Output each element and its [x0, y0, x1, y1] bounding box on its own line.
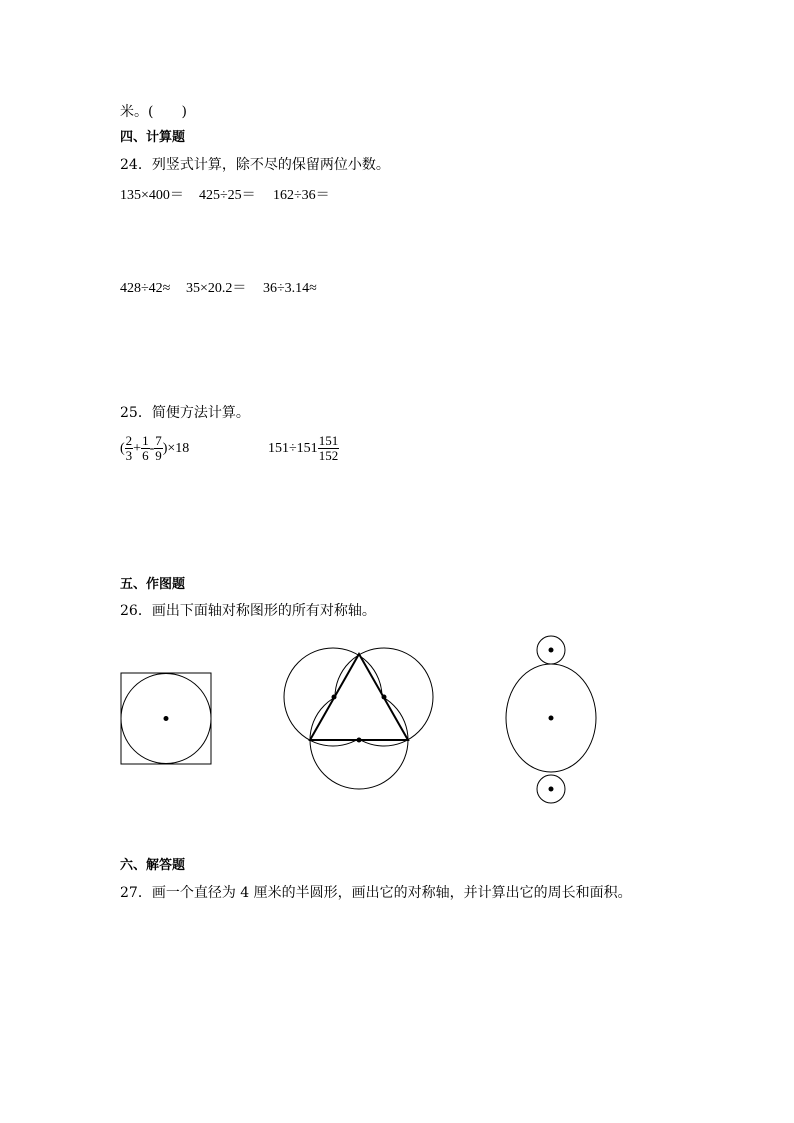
midpoint-dot-bottom	[357, 738, 362, 743]
equilateral-triangle	[310, 654, 408, 740]
section-heading-calculation: 四、计算题	[120, 130, 186, 145]
q25-e2-prefix: 151÷151	[268, 441, 318, 456]
section-heading-answer: 六、解答题	[120, 858, 186, 873]
q24-row2-expr2: 35×20.2＝	[186, 281, 247, 296]
figure-ellipse-two-circles	[506, 636, 596, 803]
continued-line: 米。( )	[120, 104, 187, 120]
bottom-small-dot	[549, 787, 554, 792]
q25-e1-op-minus: -	[149, 441, 155, 456]
q25-e1-op-plus: +	[133, 441, 142, 456]
top-small-dot	[549, 648, 554, 653]
fraction-numerator: 1	[142, 433, 149, 449]
question-26-prompt: 26．画出下面轴对称图形的所有对称轴。	[120, 603, 376, 619]
section-heading-drawing: 五、作图题	[120, 577, 186, 592]
q24-row1-expr1: 135×400＝	[120, 188, 184, 203]
midpoint-dot-left	[332, 695, 337, 700]
q24-row1-expr2: 425÷25＝	[199, 188, 256, 203]
q25-e1-close: )×18	[162, 441, 190, 456]
figure-triangle-three-circles	[284, 648, 433, 789]
fraction-denominator: 9	[155, 448, 162, 464]
question-24-prompt: 24．列竖式计算，除不尽的保留两位小数。	[120, 157, 390, 173]
fraction-numerator: 151	[318, 433, 339, 449]
q24-row1-expr3: 162÷36＝	[273, 188, 330, 203]
fraction-numerator: 7	[155, 433, 162, 449]
ellipse-center-dot	[549, 716, 554, 721]
fraction-denominator: 152	[318, 448, 339, 464]
q25-e1-open-paren: (	[120, 441, 125, 456]
center-dot	[164, 716, 169, 721]
fraction-denominator: 3	[125, 448, 133, 464]
question-27-prompt: 27．画一个直径为 4 厘米的半圆形，画出它的对称轴，并计算出它的周长和面积。	[120, 885, 632, 901]
fraction-numerator: 2	[125, 433, 133, 449]
fraction-denominator: 6	[142, 448, 149, 464]
q24-row2-expr3: 36÷3.14≈	[263, 281, 317, 296]
question-25-prompt: 25．简便方法计算。	[120, 405, 250, 421]
midpoint-dot-right	[382, 695, 387, 700]
q24-row2-expr1: 428÷42≈	[120, 281, 171, 296]
